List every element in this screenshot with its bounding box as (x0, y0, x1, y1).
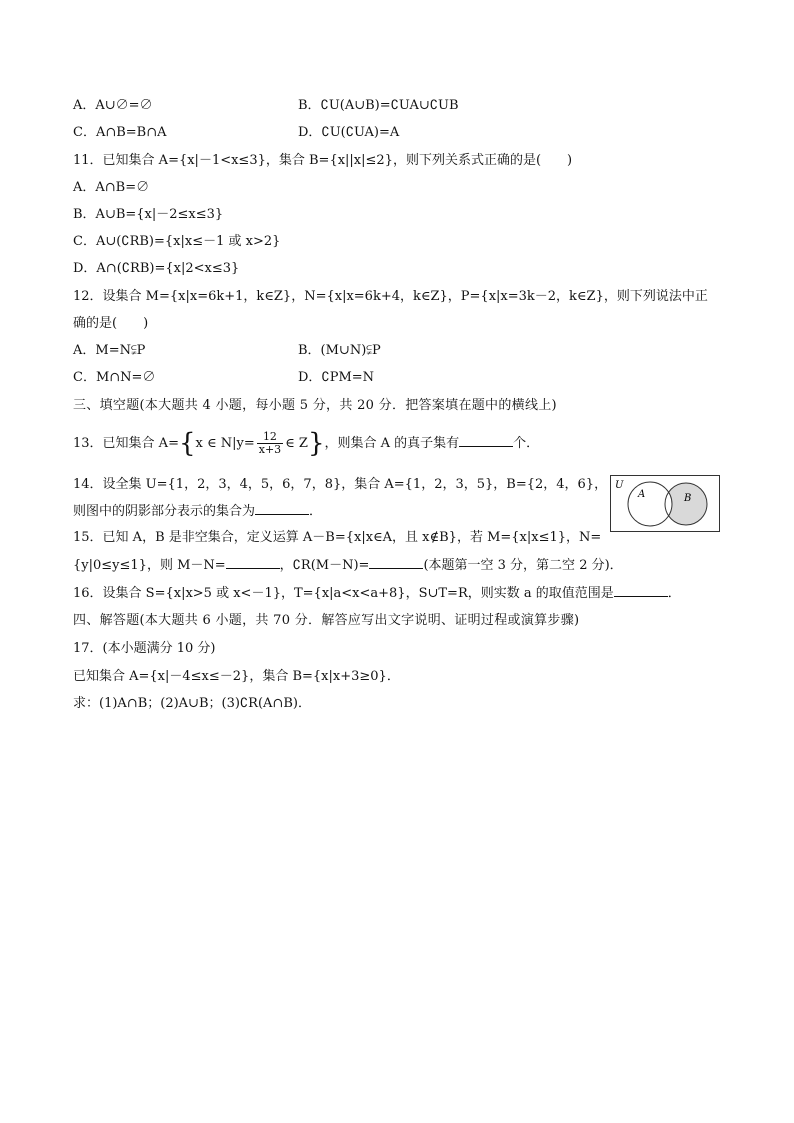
q15-blank-2[interactable] (369, 556, 423, 569)
q13-left-brace: { (178, 428, 196, 459)
option-11-prev-a: A．A∪∅=∅ (73, 98, 153, 113)
question-15-cont (73, 556, 623, 574)
question-16 (73, 584, 681, 602)
section-3-heading: 三、填空题(本大题共 4 小题，每小题 5 分，共 20 分．把答案填在题中的横线上) (73, 398, 557, 413)
q13-denominator: x+3 (258, 443, 282, 456)
q15-blank-1[interactable] (226, 556, 280, 569)
q13-in-z: ∈ Z (285, 436, 308, 451)
q13-answer-blank[interactable] (459, 434, 513, 447)
question-14: 14．设全集 U={1，2，3，4，5，6，7，8}，集合 A={1，2，3，5}，B={2，4，6}， (73, 477, 608, 492)
venn-label-b: B (684, 493, 692, 504)
question-12: 12．设集合 M={x|x=6k+1，k∈Z}，N={x|x=6k+4，k∈Z}，P={x|x=3k－2，k∈Z}，则下列说法中正 (73, 289, 708, 304)
question-12-option-c: C．M∩N=∅ (73, 370, 156, 385)
q14-end: ． (309, 504, 323, 519)
q13-fraction (257, 431, 283, 456)
venn-diagram (610, 475, 720, 532)
q14-prompt: 则图中的阴影部分表示的集合为 (73, 504, 256, 519)
q13-right-brace: } (307, 428, 325, 459)
option-11-prev-d: D．∁U(∁UA)=A (298, 125, 400, 140)
q14-answer-blank[interactable] (255, 502, 309, 515)
venn-label-u: U (615, 480, 624, 491)
question-11-option-d: D．A∩(∁RB)={x|2<x≤3} (73, 261, 240, 276)
section-4-heading: 四、解答题(本大题共 6 小题，共 70 分．解答应写出文字说明、证明过程或演算步骤) (73, 613, 580, 628)
question-11-option-a: A．A∩B=∅ (73, 180, 150, 195)
question-12-option-a: A．M=N⫋P (73, 343, 146, 358)
q13-numerator: 12 (257, 431, 283, 444)
question-17-header: 17．(本小题满分 10 分) (73, 641, 216, 656)
question-11-option-c: C．A∪(∁RB)={x|x≤－1 或 x>2} (73, 234, 281, 249)
question-13 (73, 424, 539, 464)
question-11-option-b: B．A∪B={x|－2≤x≤3} (73, 207, 224, 222)
question-14-cont (73, 502, 322, 520)
option-11-prev-c: C．A∩B=B∩A (73, 125, 167, 140)
q16-answer-blank[interactable] (614, 584, 668, 597)
question-17-ask: 求：(1)A∩B；(2)A∪B；(3)∁R(A∩B)． (73, 696, 311, 711)
q15-part-b: ，∁R(M－N)= (279, 558, 370, 573)
question-12-cont: 确的是( ) (73, 316, 149, 331)
question-12-option-d: D．∁PM=N (298, 370, 375, 385)
q16-prompt: 16．设集合 S={x|x>5 或 x<－1}，T={x|a<x<a+8}，S∪T=R，则实数 a 的取值范围是 (73, 586, 614, 601)
q15-part-a: {y|0≤y≤1}，则 M－N= (73, 558, 226, 573)
q13-post: ，则集合 A 的真子集有 (324, 436, 460, 451)
question-17-body: 已知集合 A={x|－4≤x≤－2}，集合 B={x|x+3≥0}． (73, 669, 400, 684)
q16-end: ． (667, 586, 681, 601)
q13-end: 个． (513, 436, 540, 451)
q13-set-condition: x ∈ N|y= (195, 436, 255, 451)
question-11: 11．已知集合 A={x|－1<x≤3}，集合 B={x||x|≤2}，则下列关系式正确的是( ) (73, 153, 573, 168)
venn-label-a: A (638, 489, 646, 500)
q13-prefix: 13．已知集合 A= (73, 436, 179, 451)
q15-part-c: (本题第一空 3 分，第二空 2 分)． (423, 558, 623, 573)
option-11-prev-b: B．∁U(A∪B)=∁UA∪∁UB (298, 98, 459, 113)
question-12-option-b: B．(M∪N)⫋P (298, 343, 381, 358)
question-15: 15．已知 A，B 是非空集合，定义运算 A－B={x|x∈A，且 x∉B}，若 M={x|x≤1}，N= (73, 530, 602, 545)
